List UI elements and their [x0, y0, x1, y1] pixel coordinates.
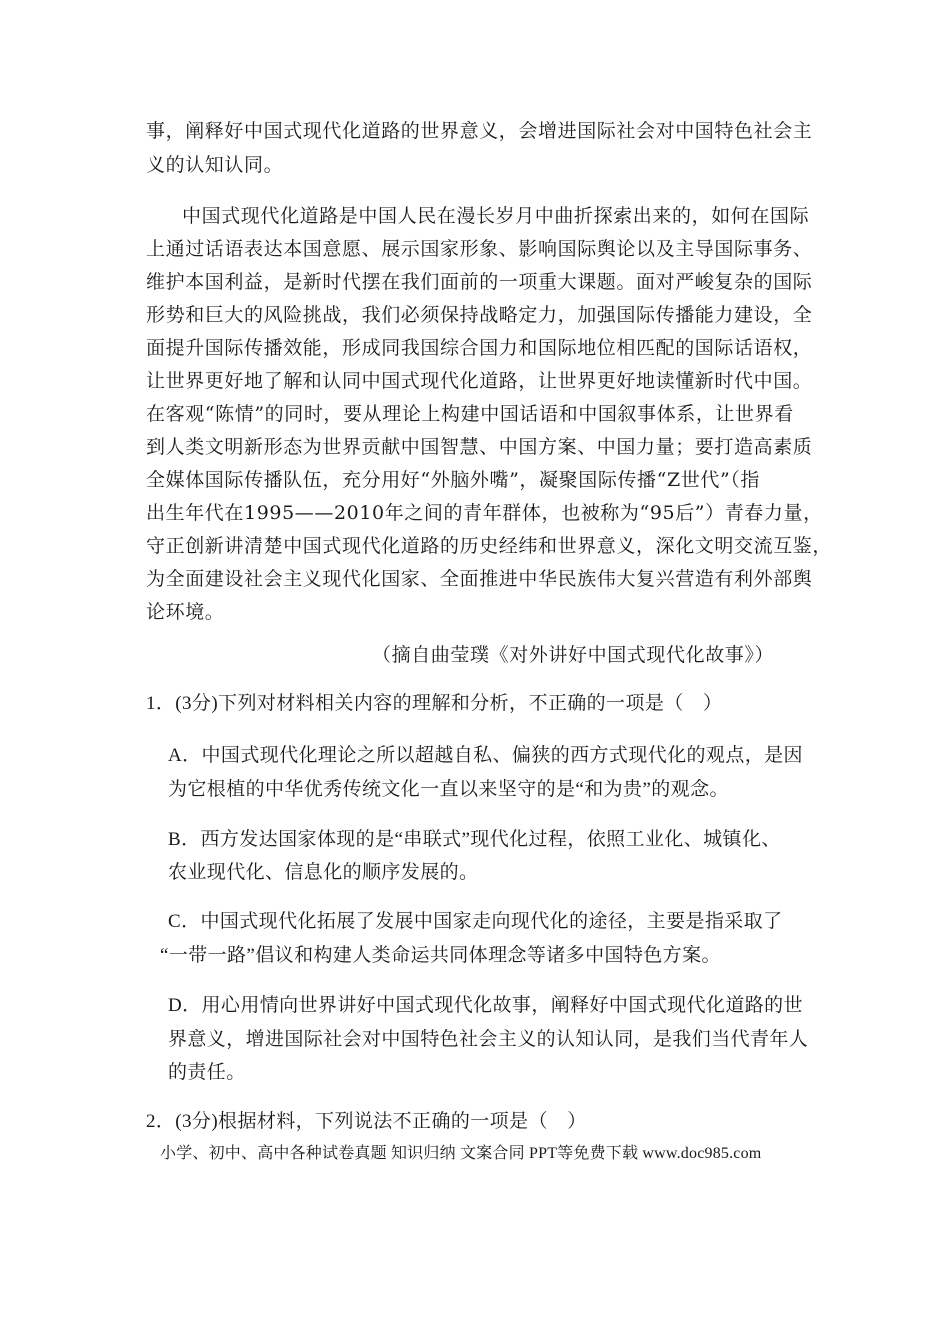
text-line: 中国式现代化道路是中国人民在漫长岁月中曲折探索出来的，如何在国际 [182, 205, 810, 227]
text-line: 上通过话语表达本国意愿、展示国家形象、影响国际舆论以及主导国际事务、 [146, 238, 813, 260]
question-stem: 2．(3分)根据材料，下列说法不正确的一项是（ ） [146, 1111, 587, 1132]
option-a-line: 为它根植的中华优秀传统文化一直以来坚守的是“和为贵”的观念。 [168, 779, 729, 800]
option-c-line: “一带一路”倡议和构建人类命运共同体理念等诸多中国特色方案。 [160, 945, 721, 966]
source-citation: （摘自曲莹璞《对外讲好中国式现代化故事》） [372, 644, 775, 666]
option-d-line: 界意义，增进国际社会对中国特色社会主义的认知认同，是我们当代青年人 [168, 1029, 809, 1050]
option-b-line: B．西方发达国家体现的是“串联式”现代化过程，依照工业化、城镇化、 [168, 829, 781, 850]
option-d-line: 的责任。 [168, 1062, 246, 1083]
option-c-line: C．中国式现代化拓展了发展中国家走向现代化的途径，主要是指采取了 [168, 911, 783, 932]
text-line: 为全面建设社会主义现代化国家、全面推进中华民族伟大复兴营造有利外部舆 [146, 568, 813, 590]
option-d-line: D．用心用情向世界讲好中国式现代化故事，阐释好中国式现代化道路的世 [168, 995, 803, 1016]
option-a-line: A．中国式现代化理论之所以超越自私、偏狭的西方式现代化的观点，是因 [168, 745, 803, 766]
text-line: 面提升国际传播效能，形成同我国综合国力和国际地位相匹配的国际话语权， [146, 337, 813, 359]
text-line: 全媒体国际传播队伍，充分用好“外脑外嘴”，凝聚国际传播“Z世代”（指 [146, 469, 760, 491]
text-line: 在客观“陈情”的同时，要从理论上构建中国话语和中国叙事体系，让世界看 [146, 403, 794, 425]
text-line: 让世界更好地了解和认同中国式现代化道路，让世界更好地读懂新时代中国。 [146, 370, 813, 392]
text-line: 维护本国利益，是新时代摆在我们面前的一项重大课题。面对严峻复杂的国际 [146, 271, 813, 293]
text-line: 守正创新讲清楚中国式现代化道路的历史经纬和世界意义，深化文明交流互鉴， [146, 535, 833, 557]
text-line: 出生年代在1995——2010年之间的青年群体，也被称为“95后”）青春力量， [146, 502, 823, 524]
text-line: 形势和巨大的风险挑战，我们必须保持战略定力，加强国际传播能力建设，全 [146, 304, 813, 326]
text-line: 义的认知认同。 [146, 154, 284, 176]
page-footer: 小学、初中、高中各种试卷真题 知识归纳 文案合同 PPT等免费下载 www.doc985.com [160, 1145, 762, 1162]
text-line: 论环境。 [146, 601, 225, 623]
question-stem: 1．(3分)下列对材料相关内容的理解和分析，不正确的一项是（ ） [146, 693, 723, 714]
option-b-line: 农业现代化、信息化的顺序发展的。 [168, 862, 479, 883]
text-line: 到人类文明新形态为世界贡献中国智慧、中国方案、中国力量；要打造高素质 [146, 436, 813, 458]
text-line: 事，阐释好中国式现代化道路的世界意义，会增进国际社会对中国特色社会主 [146, 120, 813, 142]
